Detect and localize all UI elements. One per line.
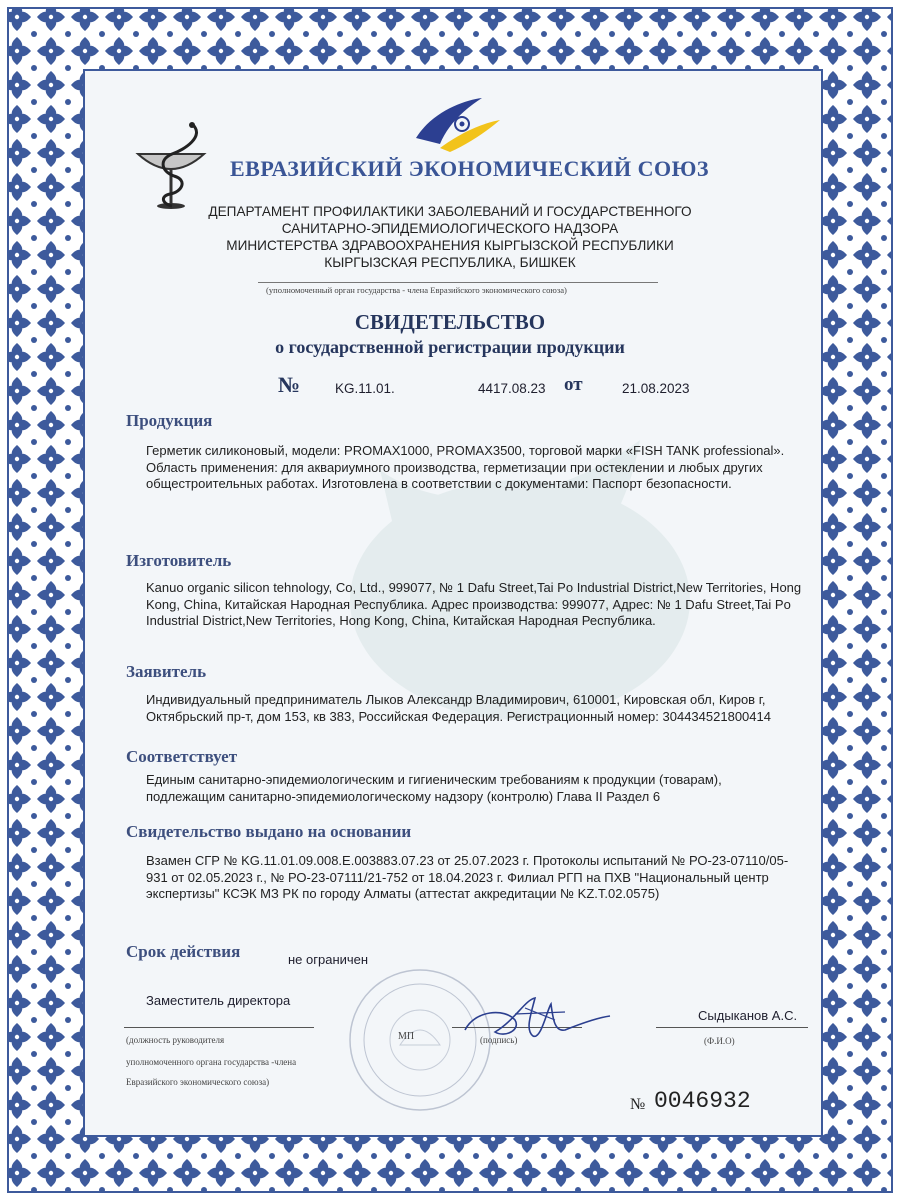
product-text: Герметик силиконовый, модели: PROMAX1000, PROMAX3500, торговой марки «FISH TANK professional». Область применения: для аквариумного производства, герметизации при остеклении и любых других общестроительных работах. Изготовлена в соответствии с документами: Паспорт безопасности. xyxy=(146,443,785,492)
name-line xyxy=(656,1027,808,1028)
position-line xyxy=(124,1027,314,1028)
compliance-text: Единым санитарно-эпидемиологическим и гигиеническим требованиям к продукции (товарам), подлежащим санитарно-эпидемиологическому надзору (контролю) Глава II Раздел 6 xyxy=(146,772,722,804)
certificate-date: 21.08.2023 xyxy=(622,381,690,396)
position-note: Евразийского экономического союза) xyxy=(126,1077,270,1087)
validity-value: не ограничен xyxy=(288,952,369,967)
signatory-position: Заместитель директора xyxy=(146,993,291,1008)
divider xyxy=(258,282,658,283)
manufacturer-heading: Изготовитель xyxy=(126,551,232,570)
validity-heading: Срок действия xyxy=(126,942,241,961)
authority-note: (уполномоченный орган государства - члена Евразийского экономического союза) xyxy=(266,285,567,295)
department-line: МИНИСТЕРСТВА ЗДРАВООХРАНЕНИЯ КЫРГЫЗСКОЙ РЕСПУБЛИКИ xyxy=(226,238,674,253)
position-note: (должность руководителя xyxy=(126,1035,225,1045)
manufacturer-text: Kanuo organic silicon tehnology, Co, Ltd., 999077, № 1 Dafu Street,Tai Po Industrial District,New Territories, Hong Kong, China, Китайская Народная Республика. Адрес производства: 999077, Адрес: № 1 Dafu Street,Tai Po Industrial District,New Territories, Hong Kong, China, Китайская Народная Республика. xyxy=(146,580,802,629)
number-redaction xyxy=(400,378,470,398)
signature-note: (подпись) xyxy=(480,1035,518,1045)
applicant-text: Индивидуальный предприниматель Лыков Александр Владимирович, 610001, Кировская обл, Киров г, Октябрьский пр-т, дом 153, кв 383, Российская Федерация. Регистрационный номер: 304434521800414 xyxy=(146,692,771,724)
number-sign: № xyxy=(278,372,301,397)
applicant-heading: Заявитель xyxy=(126,662,207,681)
name-note: (Ф.И.О) xyxy=(704,1036,735,1046)
bowl-of-hygieia-icon xyxy=(132,120,210,210)
handwritten-signature xyxy=(455,990,615,1050)
product-heading: Продукция xyxy=(126,411,213,430)
department-block xyxy=(170,203,730,271)
certificate-number-prefix: KG.11.01. xyxy=(335,381,395,396)
department-line: КЫРГЫЗСКАЯ РЕСПУБЛИКА, БИШКЕК xyxy=(324,255,576,270)
signatory-name: Сыдыканов А.С. xyxy=(698,1008,798,1023)
from-word: от xyxy=(564,374,583,395)
certificate-title: СВИДЕТЕЛЬСТВО xyxy=(354,310,546,334)
eaeu-logo-icon xyxy=(412,94,504,154)
position-note: уполномоченного органа государства -члена xyxy=(126,1057,297,1067)
certificate-subtitle: о государственной регистрации продукции xyxy=(275,337,625,357)
department-line: ДЕПАРТАМЕНТ ПРОФИЛАКТИКИ ЗАБОЛЕВАНИЙ И ГОСУДАРСТВЕННОГО xyxy=(208,204,692,219)
department-line: САНИТАРНО-ЭПИДЕМИОЛОГИЧЕСКОГО НАДЗОРА xyxy=(281,221,619,236)
basis-heading: Свидетельство выдано на основании xyxy=(126,822,412,841)
basis-text: Взамен СГР № KG.11.01.09.008.Е.003883.07.23 от 25.07.2023 г. Протоколы испытаний № РО-23-07110/05-931 от 02.05.2023 г., № РО-23-07111/21-752 от 18.04.2023 г. Филиал РГП на ПХВ "Национальный центр экспертизы" КСЭК МЗ РК по городу Алматы (аттестат аккредитации № KZ.T.02.0575) xyxy=(146,853,789,902)
union-title: ЕВРАЗИЙСКИЙ ЭКОНОМИЧЕСКИЙ СОЮЗ xyxy=(230,156,710,181)
form-number-sign: № xyxy=(630,1096,646,1113)
compliance-heading: Соответствует xyxy=(126,747,238,766)
certificate-number-suffix: 4417.08.23 xyxy=(478,381,546,396)
form-number: 0046932 xyxy=(654,1088,751,1114)
stamp-label: МП xyxy=(398,1031,415,1042)
